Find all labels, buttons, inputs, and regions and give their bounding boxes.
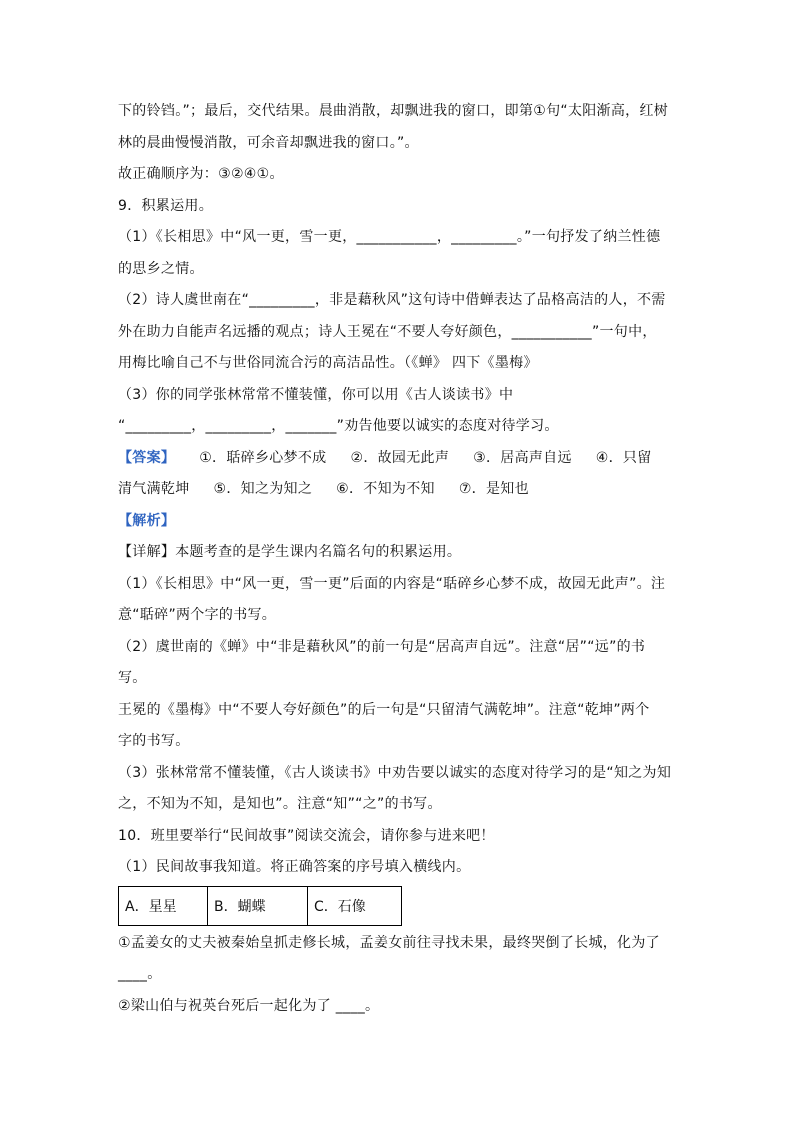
text-line: 之，不知为不知，是知也”。注意“知”“之”的书写。: [118, 796, 442, 812]
option-b: B．蝴蝶: [208, 886, 308, 926]
text-line: “_________，_________，_______”劝告他要以诚实的态度对待学习。: [118, 418, 559, 434]
text-line: 外在助力自能声名远播的观点；诗人王冕在“不要人夸好颜色，___________”一句中，: [118, 323, 657, 340]
question-9-heading: 9．积累运用。: [118, 197, 214, 214]
answer-line-2: [118, 474, 678, 506]
text-line: ____。: [118, 966, 162, 982]
text-line: 林的晨曲慢慢消散，可余音却飘进我的窗口。”。: [118, 134, 419, 151]
text-line: 意“聒碎”两个字的书写。: [118, 607, 277, 623]
answer-item: ②．故园无此声: [350, 449, 450, 466]
text-line: ②梁山伯与祝英台死后一起化为了 ____。: [118, 997, 380, 1014]
answer-item: ⑦．是知也: [458, 481, 529, 497]
option-c: C．石像: [308, 886, 402, 926]
text-line: 写。: [118, 670, 147, 686]
answer-label: 【答案】: [118, 449, 176, 466]
text-line: （3）你的同学张林常常不懂装懂，你可以用《古人谈读书》中: [118, 386, 514, 403]
answer-item: ③．居高声自远: [473, 449, 572, 466]
document-page: [118, 96, 678, 1022]
text-line: 字的书写。: [118, 733, 190, 749]
option-a: A．星星: [118, 886, 208, 926]
text-line: （2）诗人虞世南在“_________，非是藉秋风”这句诗中借蝉表达了品格高洁的人，不需: [118, 292, 666, 308]
text-line: （1）《长相思》中“风一更，雪一更，___________，_________。”一句抒发了纳兰性德: [118, 229, 661, 245]
text-line: ①孟姜女的丈夫被秦始皇抓走修长城，孟姜女前往寻找未果，最终哭倒了长城，化为了: [118, 934, 660, 951]
text-line: （1）《长相思》中“风一更，雪一更”后面的内容是“聒碎乡心梦不成，故园无此声”。注: [118, 575, 666, 592]
analysis-label: 【解析】: [118, 512, 176, 529]
text-line: （1）民间故事我知道。将正确答案的序号填入横线内。: [118, 859, 471, 875]
answer-item: ⑤．知之为知之: [213, 481, 313, 497]
text-line: （3）张林常常不懂装懂，《古人谈读书》中劝告要以诚实的态度对待学习的是“知之为知: [118, 764, 672, 781]
text-line: 用梅比喻自己不与世俗同流合污的高洁品性。（《蝉》 四下《墨梅》: [118, 355, 538, 371]
text-line: （2）虞世南的《蝉》中“非是藉秋风”的前一句是“居高声自远”。注意“居”“远”的书: [118, 638, 646, 655]
answer-item: ④．只留: [595, 449, 652, 466]
text-line: 故正确顺序为：③②④①。: [118, 166, 284, 182]
answer-item: ⑥．不知为不知: [336, 481, 435, 497]
options-table: [118, 886, 402, 926]
text-line: 下的铃铛。”；最后，交代结果。晨曲消散，却飘进我的窗口，即第①句“太阳渐高，红树: [118, 103, 669, 119]
answer-item: ①．聒碎乡心梦不成: [199, 449, 327, 466]
answer-line-1: [118, 443, 678, 475]
text-line: 的思乡之情。: [118, 260, 204, 277]
detail-line: 【详解】本题考查的是学生课内名篇名句的积累运用。: [118, 544, 462, 560]
text-line: 王冕的《墨梅》中“不要人夸好颜色”的后一句是“只留清气满乾坤”。注意“乾坤”两个: [118, 701, 650, 718]
question-10-heading: 10．班里要举行“民间故事”阅读交流会，请你参与进来吧！: [118, 827, 495, 844]
answer-item: 清气满乾坤: [118, 481, 190, 497]
